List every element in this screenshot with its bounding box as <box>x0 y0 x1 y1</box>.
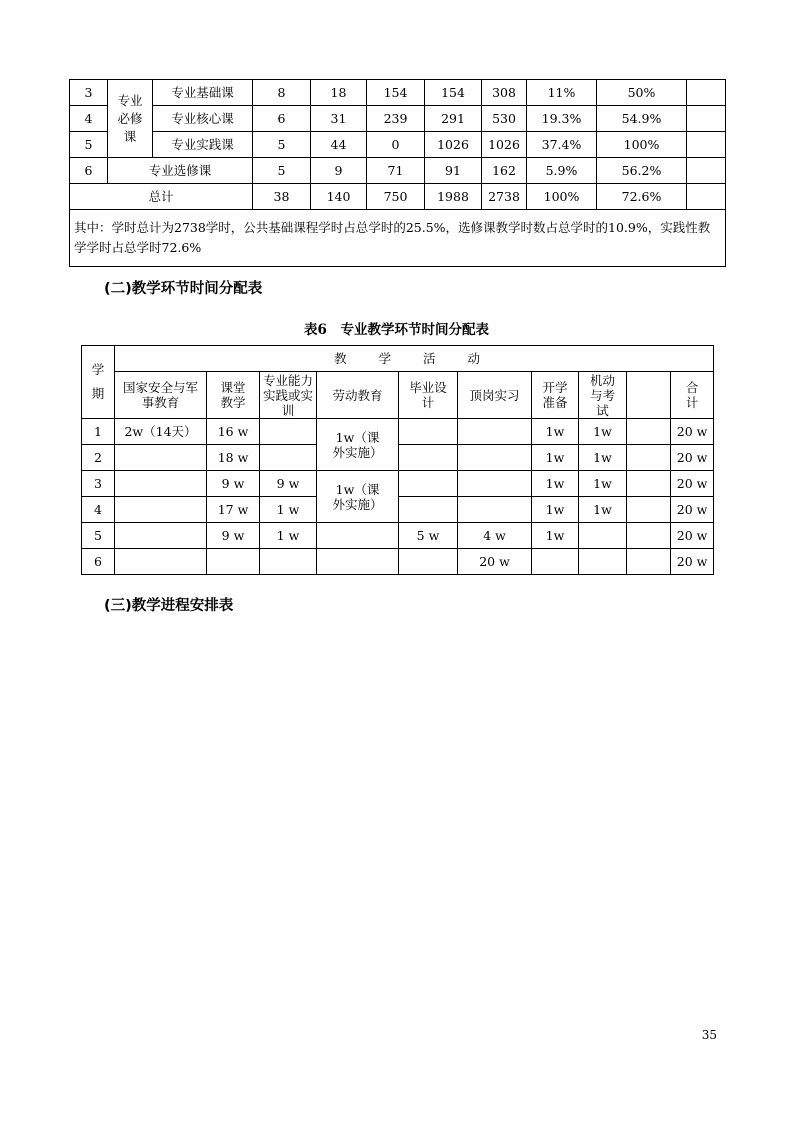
cell <box>627 497 671 523</box>
cell: 1988 <box>425 184 482 210</box>
cell: 31 <box>311 106 367 132</box>
cell: 5 w <box>399 523 458 549</box>
cell <box>399 419 458 445</box>
header-activity: 教 学 活 动 <box>115 346 714 372</box>
cell: 1w <box>579 419 627 445</box>
col-header: 顶岗实习 <box>458 372 532 419</box>
table-row-total <box>70 184 726 210</box>
cell: 20 w <box>671 549 714 575</box>
time-allocation-table <box>81 345 714 575</box>
credit-hours-table <box>69 79 726 267</box>
cell <box>687 158 726 184</box>
col-header: 国家安全与军事教育 <box>115 372 207 419</box>
cell <box>115 549 207 575</box>
header-term: 学期 <box>82 346 115 419</box>
cell <box>579 523 627 549</box>
cell: 750 <box>367 184 425 210</box>
cell <box>687 80 726 106</box>
cell: 91 <box>425 158 482 184</box>
cell: 1 w <box>260 497 317 523</box>
cell <box>627 523 671 549</box>
row-no: 5 <box>70 132 108 158</box>
cell: 9 w <box>207 523 260 549</box>
cell: 20 w <box>671 523 714 549</box>
cell: 1w <box>579 497 627 523</box>
header-row <box>82 346 714 372</box>
course-type: 专业基础课 <box>153 80 253 106</box>
cell: 72.6% <box>597 184 687 210</box>
col-header: 专业能力实践或实训 <box>260 372 317 419</box>
cell: 9 w <box>207 471 260 497</box>
cell <box>458 419 532 445</box>
section-title: (三)教学进程安排表 <box>104 598 234 614</box>
cell: 9 <box>311 158 367 184</box>
col-header: 劳动教育 <box>317 372 399 419</box>
cell: 100% <box>527 184 597 210</box>
cell: 16 w <box>207 419 260 445</box>
table-row <box>82 471 714 497</box>
cell: 37.4% <box>527 132 597 158</box>
table-row <box>82 523 714 549</box>
cell <box>687 106 726 132</box>
col-header: 开学准备 <box>532 372 579 419</box>
group-label: 专业必修课 <box>108 80 153 158</box>
cell: 100% <box>597 132 687 158</box>
cell <box>317 523 399 549</box>
cell <box>115 497 207 523</box>
table-row <box>70 132 726 158</box>
cell <box>627 419 671 445</box>
labor-cell: 1w（课外实施） <box>317 471 399 523</box>
cell: 19.3% <box>527 106 597 132</box>
cell <box>260 549 317 575</box>
cell: 17 w <box>207 497 260 523</box>
cell: 18 <box>311 80 367 106</box>
cell: 239 <box>367 106 425 132</box>
cell: 1w <box>532 471 579 497</box>
cell <box>627 445 671 471</box>
cell: 54.9% <box>597 106 687 132</box>
cell <box>260 445 317 471</box>
term: 6 <box>82 549 115 575</box>
term: 1 <box>82 419 115 445</box>
cell: 5 <box>253 158 311 184</box>
cell: 154 <box>425 80 482 106</box>
course-type: 专业选修课 <box>108 158 253 184</box>
cell: 291 <box>425 106 482 132</box>
cell: 1w <box>532 497 579 523</box>
cell <box>687 184 726 210</box>
cell <box>115 523 207 549</box>
cell <box>458 497 532 523</box>
col-header: 合计 <box>671 372 714 419</box>
cell: 308 <box>482 80 527 106</box>
col-header: 课堂教学 <box>207 372 260 419</box>
cell: 20 w <box>671 497 714 523</box>
cell: 1 w <box>260 523 317 549</box>
term: 2 <box>82 445 115 471</box>
cell <box>579 549 627 575</box>
labor-cell: 1w（课外实施） <box>317 419 399 471</box>
col-header: 毕业设计 <box>399 372 458 419</box>
cell: 140 <box>311 184 367 210</box>
total-label: 总计 <box>70 184 253 210</box>
cell: 56.2% <box>597 158 687 184</box>
cell: 4 w <box>458 523 532 549</box>
cell: 11% <box>527 80 597 106</box>
cell <box>399 445 458 471</box>
cell: 530 <box>482 106 527 132</box>
cell: 20 w <box>458 549 532 575</box>
course-type: 专业实践课 <box>153 132 253 158</box>
cell: 0 <box>367 132 425 158</box>
table-row <box>82 549 714 575</box>
cell <box>458 471 532 497</box>
cell: 20 w <box>671 419 714 445</box>
table-row <box>82 445 714 471</box>
cell: 6 <box>253 106 311 132</box>
cell <box>115 445 207 471</box>
cell: 2738 <box>482 184 527 210</box>
page-number: 35 <box>701 1028 717 1042</box>
section-title: (二)教学环节时间分配表 <box>104 281 263 297</box>
cell: 18 w <box>207 445 260 471</box>
header-row <box>82 372 714 419</box>
cell: 5 <box>253 132 311 158</box>
cell <box>627 471 671 497</box>
cell: 1026 <box>482 132 527 158</box>
row-no: 4 <box>70 106 108 132</box>
col-header: 机动与考试 <box>579 372 627 419</box>
table-note: 其中：学时总计为2738学时，公共基础课程学时占总学时的25.5%，选修课教学时数占总学时的10.9%，实践性教学学时占总学时72.6% <box>70 210 726 267</box>
cell: 154 <box>367 80 425 106</box>
cell: 38 <box>253 184 311 210</box>
row-no: 3 <box>70 80 108 106</box>
cell <box>207 549 260 575</box>
table-row <box>70 106 726 132</box>
cell <box>532 549 579 575</box>
cell <box>260 419 317 445</box>
cell: 9 w <box>260 471 317 497</box>
cell: 162 <box>482 158 527 184</box>
cell: 1w <box>532 523 579 549</box>
table-row <box>82 497 714 523</box>
cell: 1w <box>579 471 627 497</box>
cell: 50% <box>597 80 687 106</box>
cell <box>317 549 399 575</box>
cell: 1w <box>532 419 579 445</box>
col-header <box>627 372 671 419</box>
cell <box>687 132 726 158</box>
cell: 2w（14天） <box>115 419 207 445</box>
cell: 1w <box>532 445 579 471</box>
table-row <box>70 80 726 106</box>
cell <box>399 497 458 523</box>
cell: 1026 <box>425 132 482 158</box>
table-row <box>82 419 714 445</box>
term: 5 <box>82 523 115 549</box>
cell <box>627 549 671 575</box>
cell: 1w <box>579 445 627 471</box>
cell: 20 w <box>671 471 714 497</box>
cell: 71 <box>367 158 425 184</box>
cell: 5.9% <box>527 158 597 184</box>
cell: 20 w <box>671 445 714 471</box>
term: 4 <box>82 497 115 523</box>
cell <box>399 549 458 575</box>
table-row <box>70 158 726 184</box>
cell <box>458 445 532 471</box>
cell <box>399 471 458 497</box>
cell: 44 <box>311 132 367 158</box>
table-note-row <box>70 210 726 267</box>
cell: 8 <box>253 80 311 106</box>
row-no: 6 <box>70 158 108 184</box>
cell <box>115 471 207 497</box>
course-type: 专业核心课 <box>153 106 253 132</box>
table-caption: 表6 专业教学环节时间分配表 <box>304 322 489 338</box>
term: 3 <box>82 471 115 497</box>
